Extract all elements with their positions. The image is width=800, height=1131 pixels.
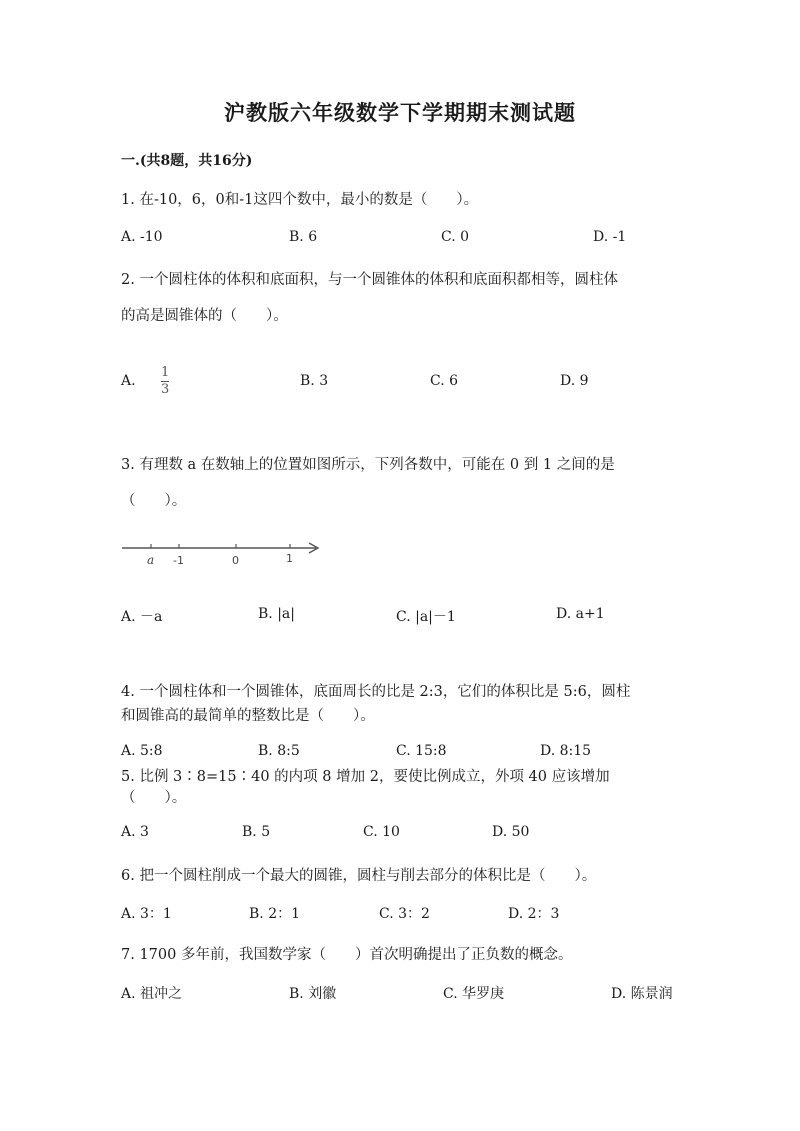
fraction-denominator: 3 [161, 382, 170, 397]
question-1-option-c[interactable]: C. 0 [441, 229, 470, 245]
question-2-stem-line-1: 2. 一个圆柱体的体积和底面积，与一个圆锥体的体积和底面积都相等，圆柱体 [121, 272, 618, 288]
question-5-option-b[interactable]: B. 5 [242, 824, 271, 840]
question-1-option-a[interactable]: A. -10 [121, 229, 163, 245]
question-6-option-d[interactable]: D. 2：3 [508, 906, 560, 922]
question-3-stem-line-2: （ ）。 [121, 493, 187, 509]
question-7-stem: 7. 1700 多年前，我国数学家（ ）首次明确提出了正负数的概念。 [121, 947, 573, 963]
question-2-stem-line-2: 的高是圆锥体的（ ）。 [121, 308, 288, 324]
fraction-numerator: 1 [161, 365, 170, 380]
question-4-option-d[interactable]: D. 8:15 [540, 743, 592, 759]
number-line-figure [118, 538, 328, 570]
tick-label-minus-1: -1 [173, 554, 184, 567]
question-2-option-d[interactable]: D. 9 [560, 373, 589, 389]
question-4-stem-line-2: 和圆锥高的最简单的整数比是（ ）。 [121, 708, 375, 724]
question-2-option-a-fraction [161, 366, 169, 397]
question-3-stem-line-1: 3. 有理数 a 在数轴上的位置如图所示，下列各数中，可能在 0 到 1 之间的是 [121, 457, 615, 473]
question-3-option-a[interactable]: A. －a [121, 609, 163, 625]
question-5-stem-line-1: 5. 比例 3∶8=15∶40 的内项 8 增加 2，要使比例成立，外项 40 应该增加 [121, 769, 610, 785]
question-7-option-d[interactable]: D. 陈景润 [611, 986, 673, 1002]
question-3-option-d[interactable]: D. a+1 [556, 606, 605, 622]
question-4-stem-line-1: 4. 一个圆柱体和一个圆锥体，底面周长的比是 2:3，它们的体积比是 5:6，圆柱 [121, 684, 631, 700]
section-heading: 一.(共8题，共16分) [121, 153, 253, 169]
question-5-option-a[interactable]: A. 3 [121, 824, 149, 840]
question-5-option-d[interactable]: D. 50 [492, 824, 530, 840]
question-6-option-a[interactable]: A. 3：1 [121, 906, 172, 922]
question-5-option-c[interactable]: C. 10 [363, 824, 400, 840]
question-2-option-b[interactable]: B. 3 [300, 373, 329, 389]
question-4-option-b[interactable]: B. 8:5 [258, 743, 300, 759]
question-6-stem: 6. 把一个圆柱削成一个最大的圆锥，圆柱与削去部分的体积比是（ ）。 [121, 868, 597, 884]
question-2-option-a[interactable]: A. [121, 373, 136, 389]
page-title: 沪教版六年级数学下学期期末测试题 [224, 100, 576, 125]
question-7-option-c[interactable]: C. 华罗庚 [443, 986, 505, 1002]
question-2-option-c[interactable]: C. 6 [430, 373, 459, 389]
question-6-option-c[interactable]: C. 3：2 [379, 906, 430, 922]
question-4-option-a[interactable]: A. 5:8 [121, 743, 163, 759]
question-1-option-b[interactable]: B. 6 [289, 229, 318, 245]
question-7-option-b[interactable]: B. 刘徽 [289, 986, 337, 1002]
question-1-option-d[interactable]: D. -1 [593, 229, 627, 245]
tick-label-0: 0 [232, 554, 239, 567]
tick-label-a: a [147, 553, 155, 567]
question-1-stem: 1. 在-10，6，0和-1这四个数中，最小的数是（ ）。 [121, 192, 479, 208]
question-5-stem-line-2: （ ）。 [121, 790, 187, 806]
question-3-option-b[interactable]: B. |a| [258, 606, 295, 622]
question-7-option-a[interactable]: A. 祖冲之 [121, 986, 183, 1002]
tick-label-1: 1 [286, 552, 293, 565]
question-4-option-c[interactable]: C. 15:8 [396, 743, 447, 759]
question-3-option-c[interactable]: C. |a|－1 [396, 609, 456, 625]
question-6-option-b[interactable]: B. 2：1 [249, 906, 301, 922]
